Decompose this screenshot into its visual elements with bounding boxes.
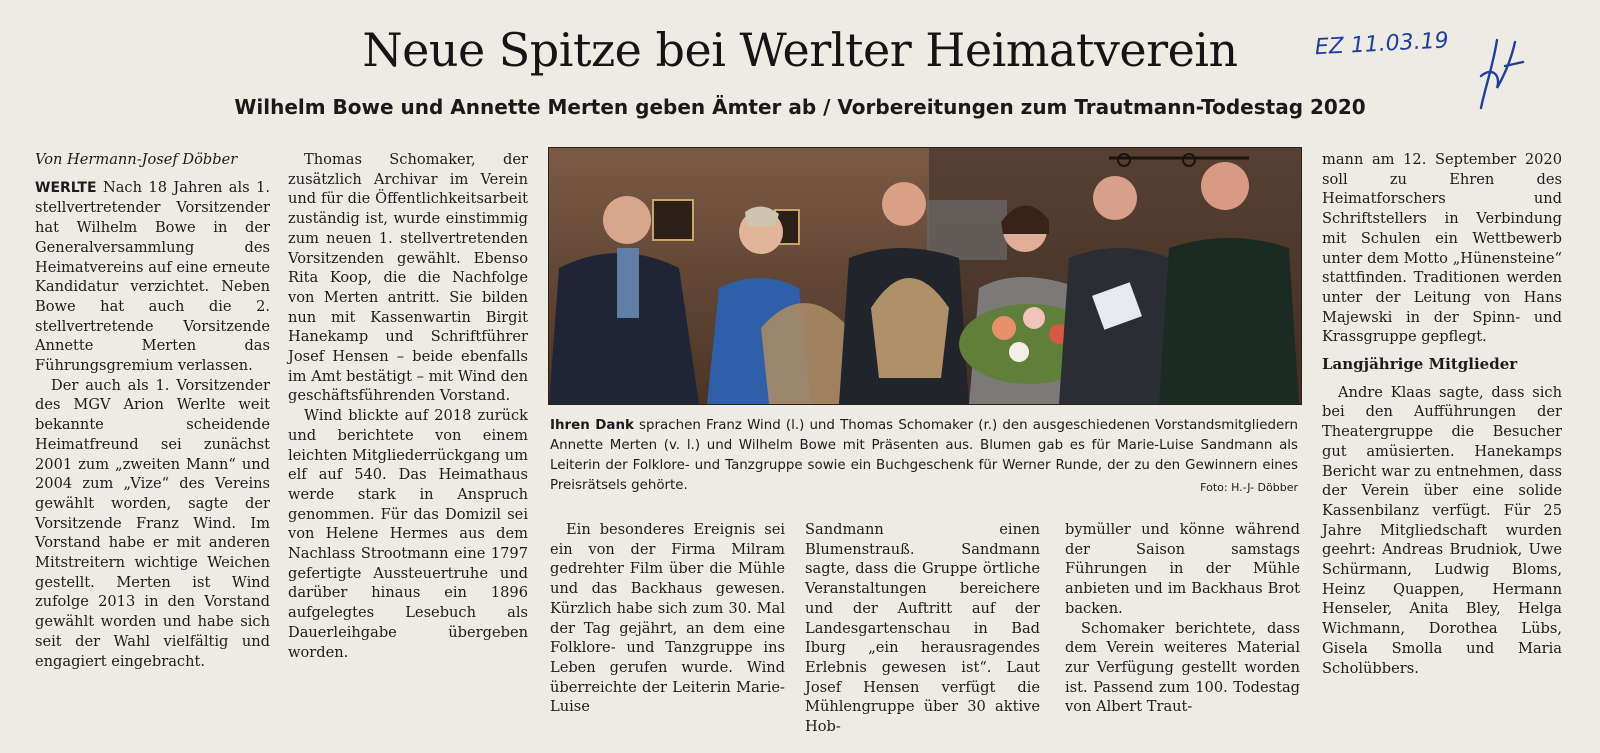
dateline-location: WERLTE bbox=[35, 179, 97, 196]
subheadline: Wilhelm Bowe und Annette Merten geben Ämter ab / Vorbereitungen zum Trautmann-Todestag 2020 bbox=[234, 95, 1366, 119]
photo-illustration bbox=[549, 148, 1301, 404]
group-photo bbox=[548, 147, 1302, 405]
photo-credit: Foto: H.-J- Döbber bbox=[1200, 481, 1298, 494]
article-column-2 bbox=[288, 150, 528, 662]
paragraph: bymüller und könne während der Saison samstags Führungen in der Mühle anbieten und im Backhaus Brot backen. bbox=[1065, 521, 1300, 617]
paragraph-text: Nach 18 Jahren als 1. stellvertretender Vorsitzender hat Wilhelm Bowe in der Generalversammlung des Heimatvereins auf eine erneute Kandidatur verzichtet. Neben Bowe hat auch die 2. stellvertretende Vorsitzende Annette Merten das Führungsgremium verlassen. bbox=[35, 178, 271, 375]
handwritten-signature bbox=[1475, 36, 1525, 112]
article-column-4 bbox=[805, 520, 1040, 737]
byline: Von Hermann-Josef Döbber bbox=[35, 151, 238, 168]
article-column-3 bbox=[550, 520, 785, 717]
paragraph: Wind blickte auf 2018 zurück und berichtete von einem leichten Mitgliederrückgang um elf auf 540. Das Heimathaus werde stark in Anspruch genommen. Für das Domizil sei von Helene Hermes aus dem Nachlass Strootmann eine 1797 gefertigte Aussteuertruhe und darüber hinaus ein 1896 aufgelegtes Lesebuch als Dauerleihgabe übergeben worden. bbox=[288, 407, 528, 661]
paragraph: mann am 12. September 2020 soll zu Ehren des Heimatforschers und Schriftstellers in Verbindung mit Schulen ein Wettbewerb unter dem Motto „Hünensteine“ stattfinden. Traditionen werden unter der Leitung von Hans Majewski in der Spinn- und Krassgruppe gepflegt. bbox=[1322, 151, 1562, 346]
paragraph: Schomaker berichtete, dass dem Verein weiteres Material zur Verfügung gestellt worden ist. Passend zum 100. Todestag von Albert Traut- bbox=[1065, 619, 1300, 716]
paragraph: Ein besonderes Ereignis sei ein von der Firma Milram gedrehter Film über die Mühle und das Backhaus gewesen. Kürzlich habe sich zum 30. Mal der Tag gejährt, an dem eine Folklore- und Tanzgruppe ins Leben gerufen wurde. Wind überreichte der Leiterin Marie-Luise bbox=[550, 521, 785, 716]
paragraph: Andre Klaas sagte, dass sich bei den Aufführungen der Theatergruppe die Besucher gut amüsierten. Hanekamps Bericht war zu entnehmen, dass der Verein über eine solide Kassenbilanz verfügt. Für 25 Jahre Mitgliedschaft wurden geehrt: Andreas Brudniok, Uwe Schürmann, Ludwig Bloms, Heinz Quappen, Hermann Henseler, Anita Bley, Helga Wichmann, Dorothea Lübs, Gisela Smolla und Maria Scholübbers. bbox=[1322, 383, 1562, 677]
headline: Neue Spitze bei Werlter Heimatverein bbox=[362, 23, 1238, 77]
caption-lead: Ihren Dank bbox=[550, 418, 634, 433]
paragraph: Thomas Schomaker, der zusätzlich Archivar im Verein und für die Öffentlichkeitsarbeit zuständig ist, wurde einstimmig zum neuen 1. stellvertretenden Vorsitzenden gewählt. Ebenso Rita Koop, die die Nachfolge von Merten antritt. Sie bilden nun mit Kassenwartin Birgit Hanekamp und Schriftführer Josef Hensen – beide ebenfalls im Amt bestätigt – mit Wind den geschäftsführenden Vorstand. bbox=[288, 151, 528, 405]
paragraph bbox=[35, 178, 270, 376]
handwritten-date-note: EZ 11.03.19 bbox=[1314, 28, 1450, 61]
paragraph: Sandmann einen Blumenstrauß. Sandmann sagte, dass die Gruppe örtliche Veranstaltungen bereichere und der Auftritt auf der Landesgartenschau in Bad Iburg „ein herausragendes Erlebnis gewesen ist“. Laut Josef Hensen verfügt die Mühlengruppe über 30 aktive Hob- bbox=[805, 521, 1040, 736]
paragraph: Der auch als 1. Vorsitzender des MGV Arion Werlte weit bekannte scheidende Heimatfreund sei zunächst 2001 zum „zweiten Mann“ und 2004 zum „Vize“ des Vereins gewählt worden, sagte der Vorsitzende Franz Wind. Im Vorstand habe er mit anderen Mitstreitern wichtige Weichen gestellt. Merten ist Wind zufolge 2013 in den Vorstand gewählt worden und habe sich seit der Wahl vielfältig und engagiert eingebracht. bbox=[35, 376, 270, 670]
section-subtitle: Langjährige Mitglieder bbox=[1322, 355, 1518, 374]
photo-caption bbox=[550, 416, 1298, 498]
article-column-5 bbox=[1065, 520, 1300, 717]
article-column-1 bbox=[35, 150, 270, 671]
caption-text: sprachen Franz Wind (l.) und Thomas Schomaker (r.) den ausgeschiedenen Vorstandsmitgliedern Annette Merten (v. l.) und Wilhelm Bowe mit Präsenten aus. Blumen gab es für Marie-Luise Sandmann als Leiterin der Folklore- und Tanzgruppe sowie ein Buchgeschenk für Werner Runde, der zu den Gewinnern eines Preisrätsels gehörte. bbox=[550, 418, 1298, 493]
article-column-6 bbox=[1322, 150, 1562, 678]
